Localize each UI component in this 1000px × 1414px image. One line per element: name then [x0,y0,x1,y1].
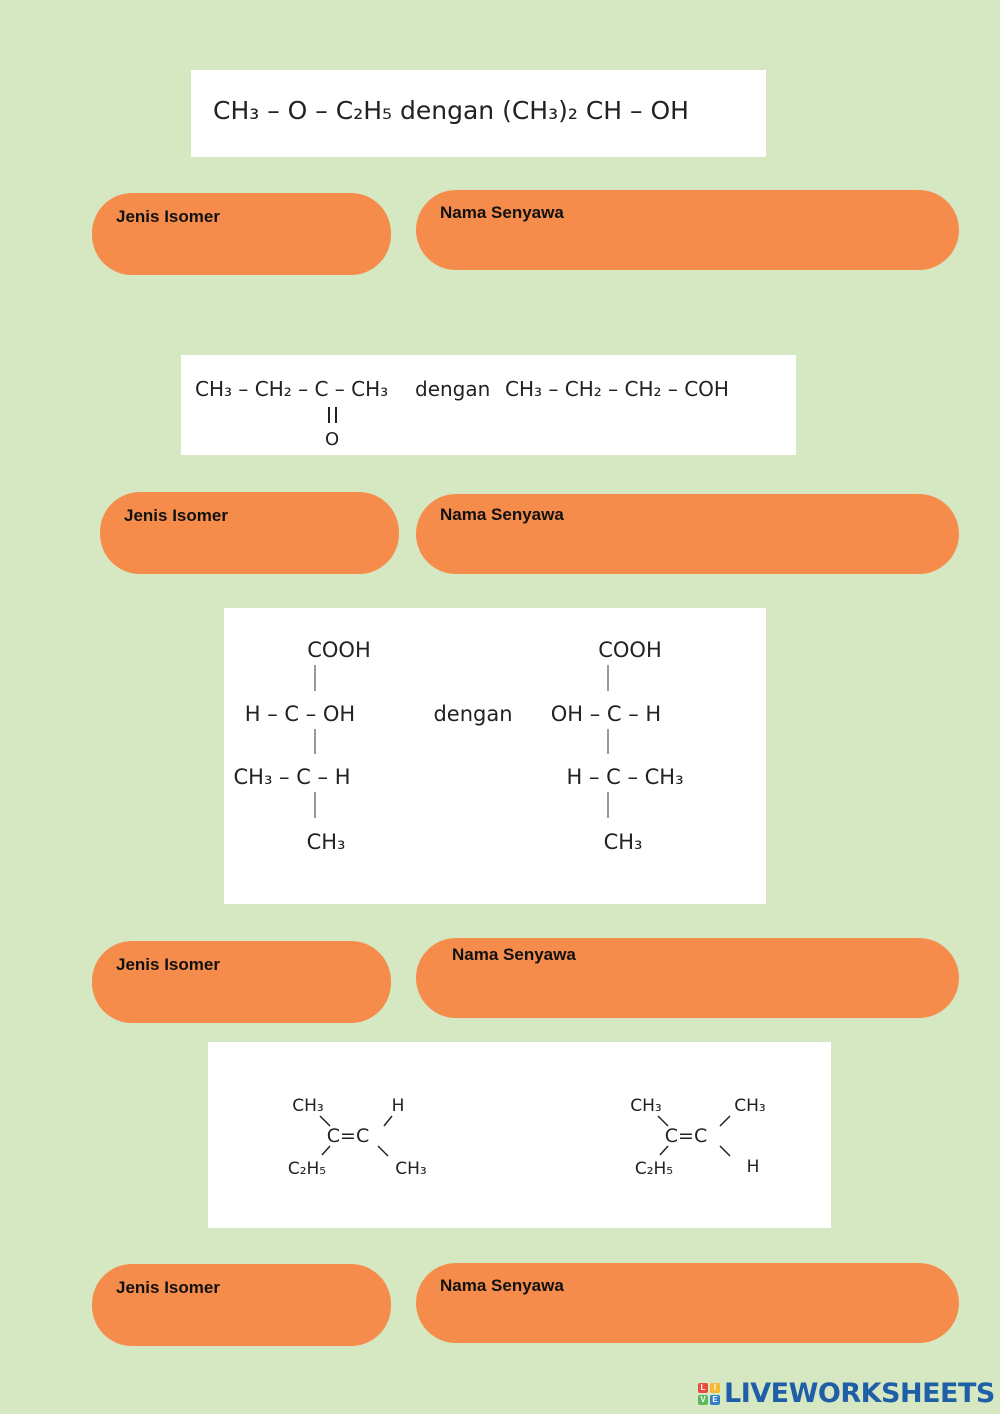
question-2-left-formula: CH₃ – CH₂ – C – CH₃ [195,377,389,401]
logo-letter: V [698,1395,708,1405]
isomer-type-input[interactable] [116,235,359,261]
left-row-2: CH₃ – C – H [233,765,351,789]
bond-line [322,1146,330,1155]
compound-name-input[interactable] [440,980,927,1006]
bond-line [720,1116,730,1126]
compound-name-label: Nama Senyawa [440,203,564,222]
isomer-type-input[interactable] [116,983,359,1009]
question-3-connector: dengan [433,702,513,726]
question-4-structures [208,1042,831,1228]
compound-name-input[interactable] [440,232,927,258]
compound-name-input[interactable] [440,1305,927,1331]
right-top-group: COOH [598,638,662,662]
question-3-structures [224,608,766,904]
answer-4-isomer-type[interactable] [92,1264,391,1346]
right-top-left: CH₃ [630,1096,662,1116]
answer-2-compound-name[interactable] [416,494,959,574]
right-row-1: OH – C – H [550,702,662,726]
liveworksheets-logo[interactable] [698,1378,995,1409]
left-bottom-right: CH₃ [395,1159,427,1179]
compound-name-label: Nama Senyawa [452,945,576,964]
isomer-type-label: Jenis Isomer [124,506,228,525]
left-top-right: H [391,1096,405,1116]
answer-2-isomer-type[interactable] [100,492,399,574]
isomer-type-input[interactable] [124,534,367,560]
left-top-group: COOH [307,638,371,662]
answer-1-compound-name[interactable] [416,190,959,270]
logo-letter: I [710,1383,720,1393]
right-top-right: CH₃ [734,1096,766,1116]
isomer-type-label: Jenis Isomer [116,1278,220,1297]
answer-3-compound-name[interactable] [416,938,959,1018]
answer-3-isomer-type[interactable] [92,941,391,1023]
bond-line [384,1116,392,1126]
compound-name-input[interactable] [440,536,927,562]
left-top-left: CH₃ [292,1096,324,1116]
left-double-bond: C=C [326,1125,370,1147]
question-2-connector: dengan [415,377,491,401]
right-bottom-left: C₂H₅ [634,1159,674,1179]
question-1-card [191,70,766,157]
question-2-card [181,355,796,455]
bond-line [660,1146,668,1155]
bond-line [720,1146,730,1156]
logo-mark-icon [698,1383,720,1405]
question-1-formula: CH₃ – O – C₂H₅ dengan (CH₃)₂ CH – OH [213,96,689,125]
carbonyl-oxygen: O [325,429,340,450]
left-bottom-left: C₂H₅ [287,1159,327,1179]
left-bottom-group: CH₃ [306,830,346,854]
brand-name: LIVEWORKSHEETS [724,1378,995,1409]
right-double-bond: C=C [664,1125,708,1147]
question-3-card [224,608,766,904]
double-bond-mark [328,407,337,423]
left-row-1: H – C – OH [244,702,356,726]
question-4-card [208,1042,831,1228]
logo-letter: E [710,1395,720,1405]
compound-name-label: Nama Senyawa [440,1276,564,1295]
compound-name-label: Nama Senyawa [440,505,564,524]
isomer-type-label: Jenis Isomer [116,955,220,974]
right-row-2: H – C – CH₃ [566,765,684,789]
right-bottom-group: CH₃ [603,830,643,854]
isomer-type-label: Jenis Isomer [116,207,220,226]
question-2-right-formula: CH₃ – CH₂ – CH₂ – COH [505,377,729,401]
answer-4-compound-name[interactable] [416,1263,959,1343]
right-bottom-right: H [746,1157,760,1177]
logo-letter: L [698,1383,708,1393]
answer-1-isomer-type[interactable] [92,193,391,275]
isomer-type-input[interactable] [116,1306,359,1332]
bond-line [378,1146,388,1156]
